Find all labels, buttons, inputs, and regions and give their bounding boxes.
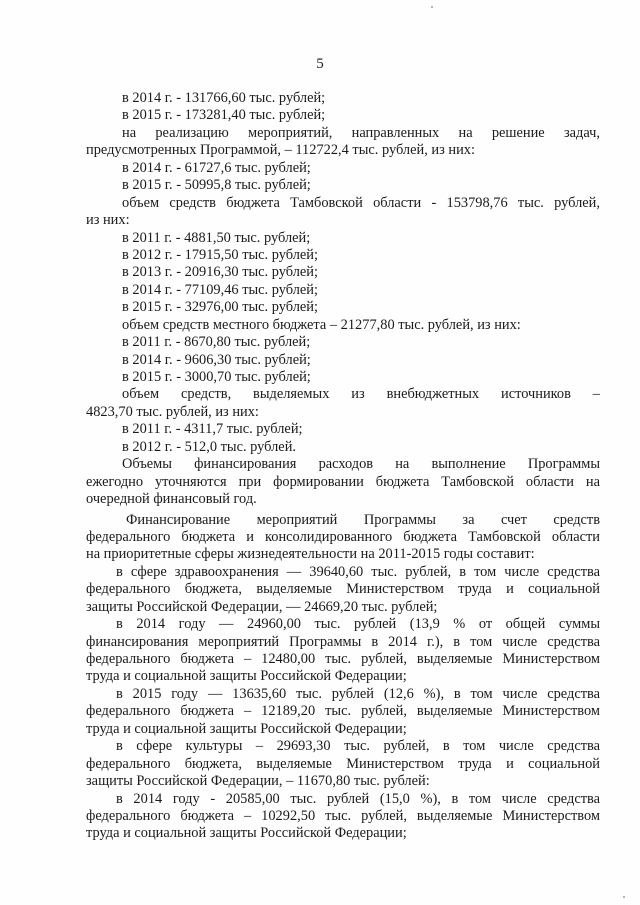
text-line: федерального бюджета, выделяемые Министерством труда и социальной [86, 581, 600, 598]
text-line: в 2014 году - 20585,00 тыс. рублей (15,0 %), в том числе средства [116, 790, 600, 807]
text-line: объем средств бюджета Тамбовской области - 153798,76 тыс. рублей, [122, 194, 600, 211]
text-line: очередной финансовый год. [86, 491, 257, 508]
text-line: труда и социальной защиты Российской Федерации; [86, 720, 407, 737]
text-line: финансирования мероприятий Программы в 2014 г.), в том числе средства [86, 633, 600, 650]
text-line: в сфере культуры – 29693,30 тыс. рублей, в том числе средства [116, 738, 600, 755]
scan-speck [623, 896, 625, 898]
text-line: в 2015 году — 13635,60 тыс. рублей (12,6 %), в том числе средства [116, 685, 600, 702]
text-line: в 2012 г. - 512,0 тыс. рублей. [122, 438, 296, 455]
scan-speck [431, 6, 433, 8]
text-line: в 2014 г. - 61727,6 тыс. рублей; [122, 159, 311, 176]
text-line: труда и социальной защиты Российской Федерации; [86, 668, 407, 685]
text-line: в 2013 г. - 20916,30 тыс. рублей; [122, 264, 318, 281]
text-line: труда и социальной защиты Российской Федерации; [86, 825, 407, 842]
text-line: федерального бюджета – 10292,50 тыс. рублей, выделяемые Министерством [86, 807, 600, 824]
text-line: объем средств, выделяемых из внебюджетных источников – [122, 386, 600, 403]
text-line: защиты Российской Федерации, — 24669,20 тыс. рублей; [86, 598, 438, 615]
text-line: федерального бюджета, выделяемые Министерством труда и социальной [86, 755, 600, 772]
text-line: из них: [86, 212, 130, 229]
text-line: в 2015 г. - 3000,70 тыс. рублей; [122, 369, 311, 385]
text-line: в 2011 г. - 4311,7 тыс. рублей; [122, 421, 303, 438]
text-line: в 2011 г. - 4881,50 тыс. рублей; [122, 229, 311, 246]
text-line: на реализацию мероприятий, направленных на решение задач, [122, 124, 600, 141]
text-line: в 2015 г. - 32976,00 тыс. рублей; [122, 299, 318, 316]
text-line: Объемы финансирования расходов на выполнение Программы [122, 456, 600, 473]
text-line: федерального бюджета – 12189,20 тыс. рублей, выделяемые Министерством [86, 703, 600, 720]
text-line: ежегодно уточняются при формировании бюджета Тамбовской области на [86, 473, 600, 490]
text-line: на приоритетные сферы жизнедеятельности на 2011-2015 годы составит: [86, 546, 535, 563]
document-body [86, 90, 600, 843]
text-line: в 2014 г. - 131766,60 тыс. рублей; [122, 90, 326, 106]
text-line: в 2011 г. - 8670,80 тыс. рублей; [122, 334, 311, 351]
text-line: 4823,70 тыс. рублей, из них: [86, 403, 259, 420]
text-line: в 2014 году — 24960,00 тыс. рублей (13,9 % от общей суммы [116, 616, 600, 633]
text-line: защиты Российской Федерации, – 11670,80 тыс. рублей: [86, 773, 430, 790]
text-line: Финансирование мероприятий Программы за счет средств [126, 511, 600, 528]
text-line: объем средств местного бюджета – 21277,80 тыс. рублей, из них: [122, 316, 521, 333]
page-number: 5 [316, 56, 324, 72]
text-line: федерального бюджета – 12480,00 тыс. рублей, выделяемые Министерством [86, 651, 600, 667]
text-line: федерального бюджета и консолидированного бюджета Тамбовской области [86, 528, 600, 545]
text-line: в 2015 г. - 173281,40 тыс. рублей; [122, 107, 326, 124]
text-line: в 2014 г. - 77109,46 тыс. рублей; [122, 281, 318, 298]
text-line: в 2012 г. - 17915,50 тыс. рублей; [122, 246, 318, 263]
text-line: в 2015 г. - 50995,8 тыс. рублей; [122, 177, 311, 194]
text-line: предусмотренных Программой, – 112722,4 тыс. рублей, из них: [86, 142, 475, 159]
text-line: в 2014 г. - 9606,30 тыс. рублей; [122, 351, 311, 368]
text-line: в сфере здравоохранения — 39640,60 тыс. рублей, в том числе средства [116, 563, 600, 580]
